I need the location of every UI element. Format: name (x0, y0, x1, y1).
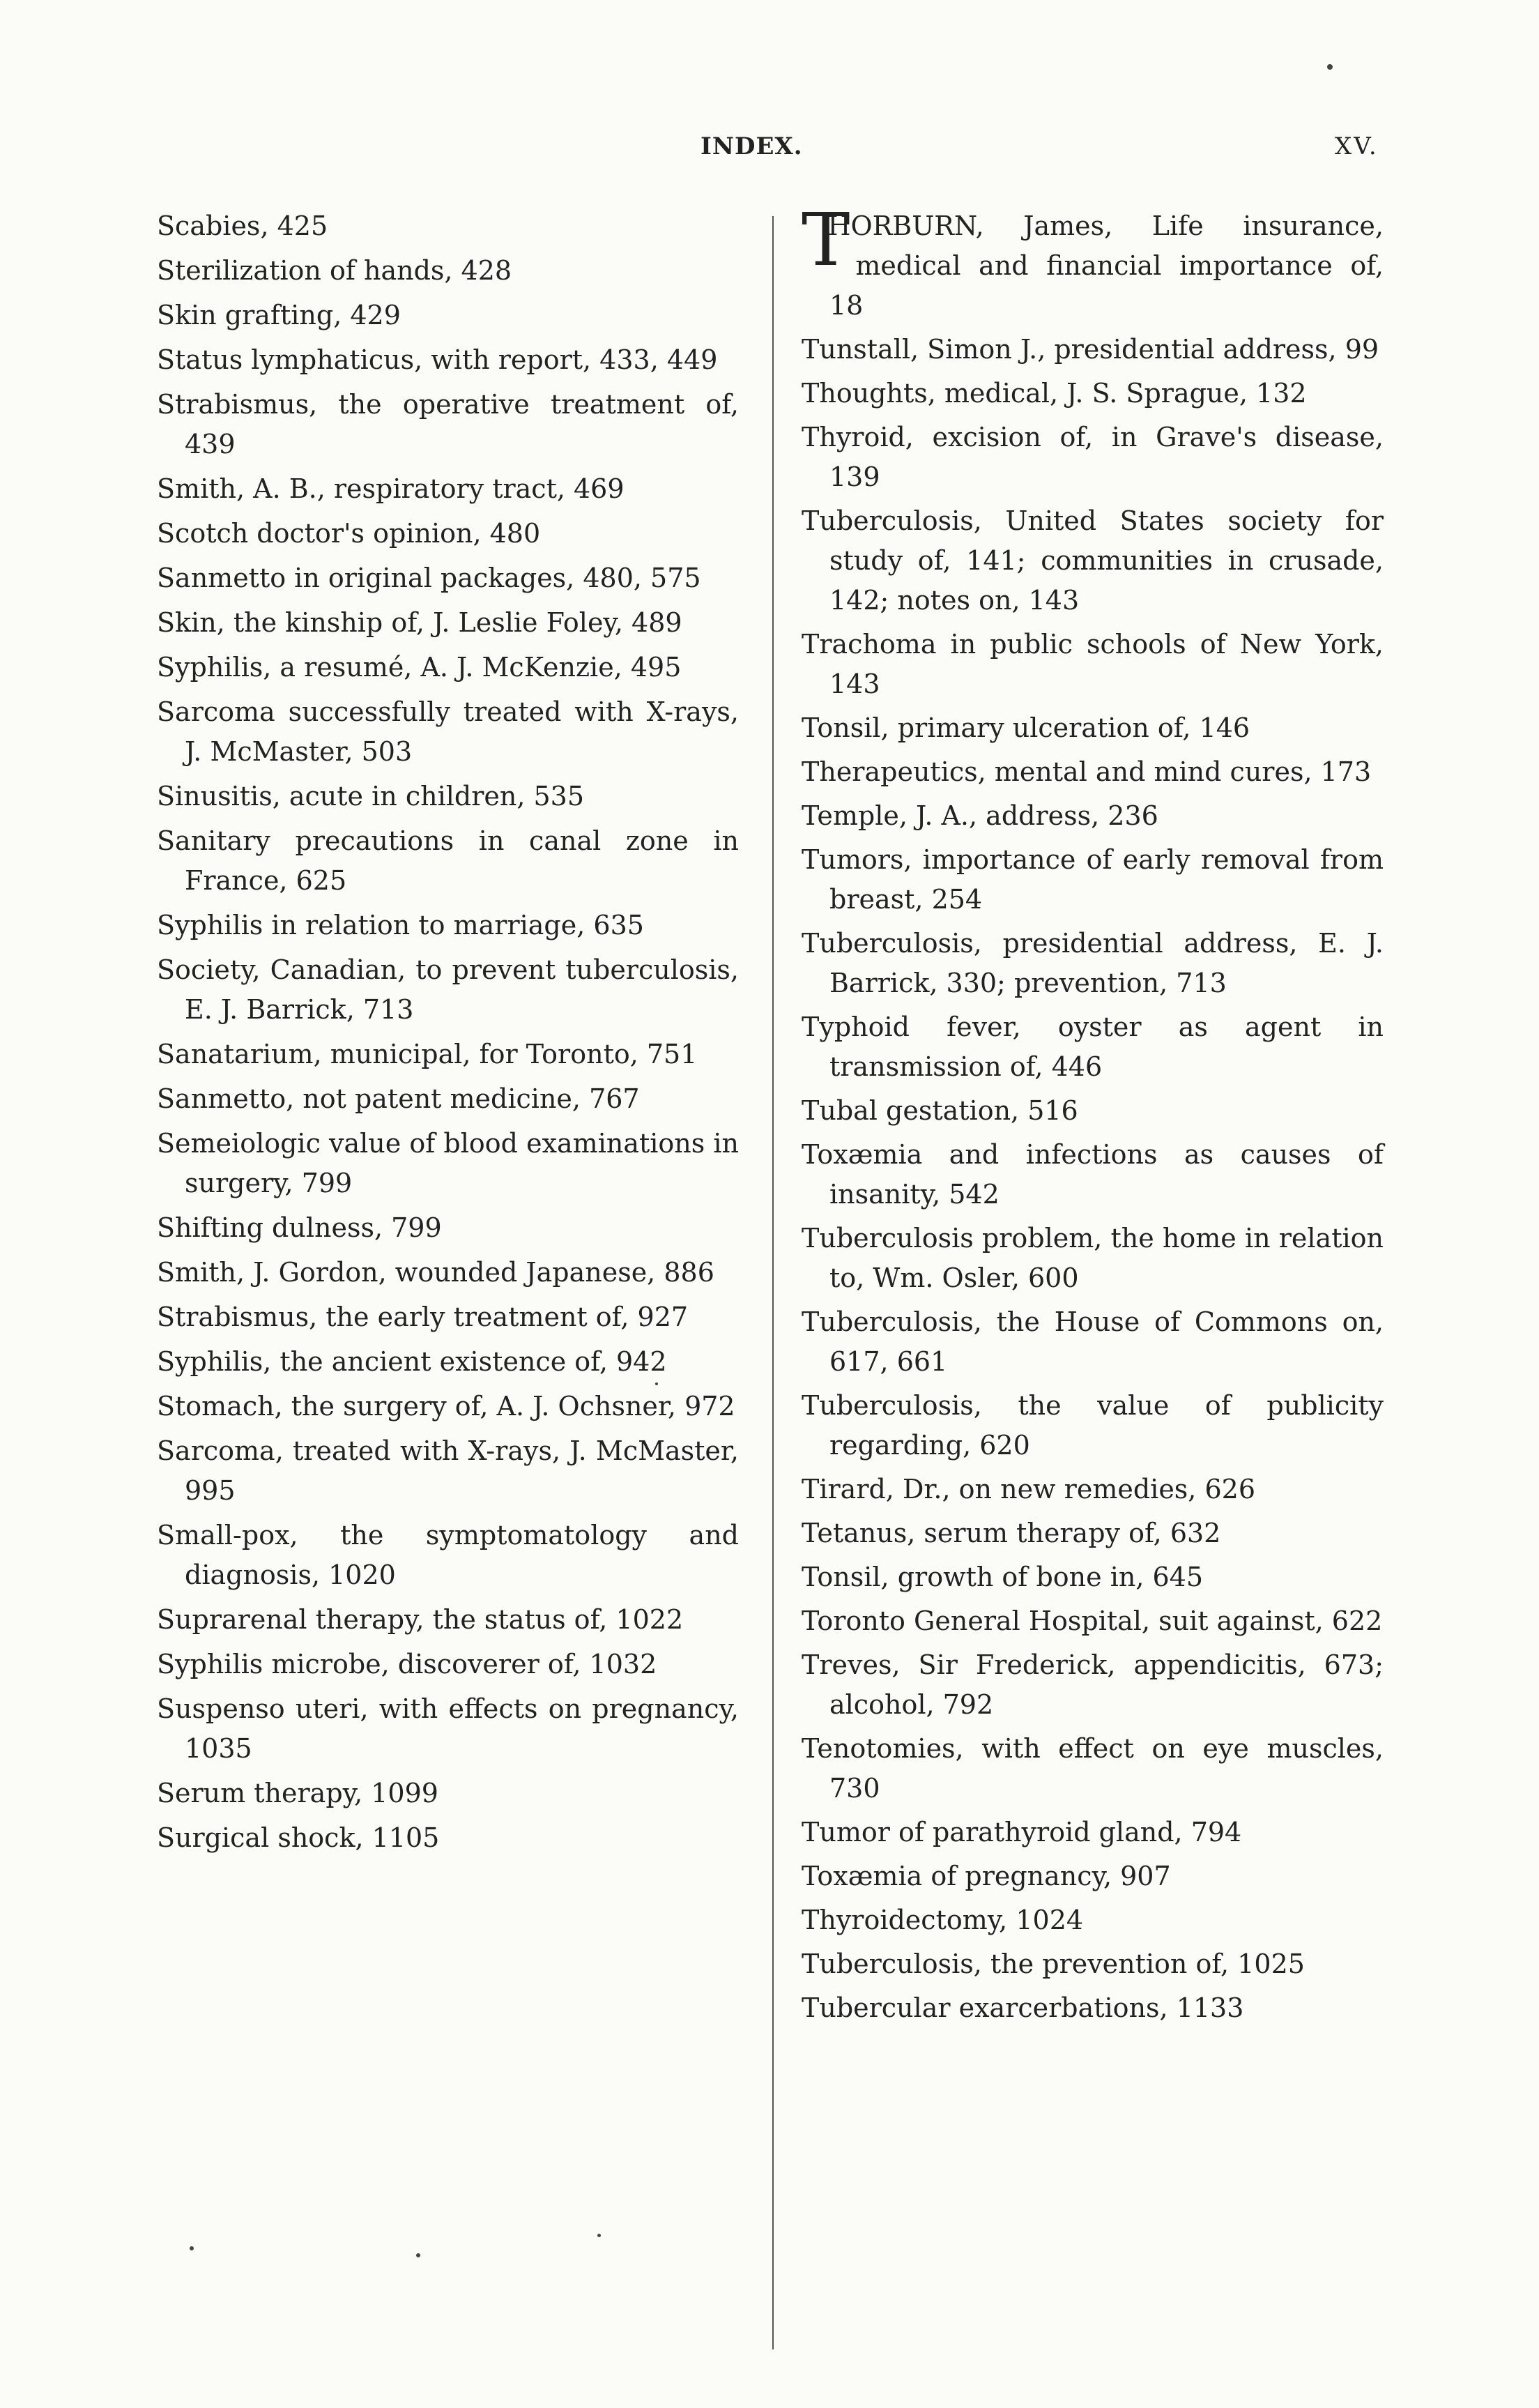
page-title: INDEX. (700, 132, 803, 160)
index-entry: Suprarenal therapy, the status of, 1022 (157, 1604, 684, 1635)
index-entry: Tirard, Dr., on new remedies, 626 (802, 1474, 1255, 1504)
index-entry: Treves, Sir Frederick, appendicitis, 673; alcohol, 792 (802, 1649, 1384, 1720)
index-entry: Thyroid, excision of, in Grave's disease, 139 (802, 422, 1384, 492)
page-header (0, 132, 1539, 174)
index-entry: Tubercular exarcerbations, 1133 (802, 1992, 1244, 2023)
index-entry: Typhoid fever, oyster as agent in transmission of, 446 (802, 1012, 1384, 1082)
index-entry: Sanmetto, not patent medicine, 767 (157, 1083, 640, 1114)
index-entry: Small-pox, the symptomatology and diagnosis, 1020 (157, 1520, 739, 1590)
index-entry: Shifting dulness, 799 (157, 1212, 442, 1243)
index-entry: Tuberculosis problem, the home in relation to, Wm. Osler, 600 (802, 1223, 1384, 1293)
index-entry-text: HORBURN, James, Life insurance, medical and financial importance of, 18 (827, 211, 1384, 321)
index-entry: Stomach, the surgery of, A. J. Ochsner, 972 (157, 1391, 735, 1422)
index-entry: Smith, A. B., respiratory tract, 469 (157, 473, 625, 504)
page-number: XV. (1335, 132, 1379, 160)
index-entry: Sarcoma, treated with X-rays, J. McMaster, 995 (157, 1435, 739, 1506)
index-entry: Toronto General Hospital, suit against, 622 (802, 1606, 1383, 1636)
index-column-left (157, 206, 739, 1863)
index-entry: Sanmetto in original packages, 480, 575 (157, 563, 701, 593)
index-entry: Sterilization of hands, 428 (157, 255, 512, 286)
ink-speck (655, 1382, 658, 1385)
index-entry: Semeiologic value of blood examinations in surgery, 799 (157, 1128, 739, 1198)
column-divider (772, 216, 774, 2349)
index-entry: Thoughts, medical, J. S. Sprague, 132 (802, 378, 1307, 409)
index-entry: Temple, J. A., address, 236 (802, 800, 1158, 831)
index-entry: Tuberculosis, United States society for study of, 141; communities in crusade, 142; notes on, 143 (802, 505, 1384, 616)
index-column-right (802, 197, 1384, 2032)
index-entry: Serum therapy, 1099 (157, 1778, 438, 1808)
drop-cap: T (802, 197, 850, 282)
index-entry: Tuberculosis, the value of publicity regarding, 620 (802, 1390, 1384, 1461)
index-entry: Status lymphaticus, with report, 433, 449 (157, 344, 718, 375)
index-entry: Toxæmia and infections as causes of insanity, 542 (802, 1139, 1384, 1210)
index-entry: Sanatarium, municipal, for Toronto, 751 (157, 1039, 698, 1069)
ink-speck (1327, 64, 1333, 70)
index-entry: Tetanus, serum therapy of, 632 (802, 1518, 1221, 1548)
index-entry: Strabismus, the early treatment of, 927 (157, 1302, 689, 1332)
index-entry: Surgical shock, 1105 (157, 1822, 440, 1853)
index-entry: Tumors, importance of early removal from breast, 254 (802, 844, 1384, 915)
index-entry: Tuberculosis, presidential address, E. J. Barrick, 330; prevention, 713 (802, 928, 1384, 998)
ink-speck (416, 2253, 420, 2257)
index-entry: Sarcoma successfully treated with X-rays, J. McMaster, 503 (157, 696, 739, 767)
index-entry: Tumor of parathyroid gland, 794 (802, 1817, 1242, 1847)
index-entry: Tenotomies, with effect on eye muscles, 730 (802, 1733, 1384, 1804)
index-entry: Strabismus, the operative treatment of, 439 (157, 389, 739, 459)
ink-speck (597, 2234, 601, 2237)
index-entry: Tonsil, growth of bone in, 645 (802, 1562, 1204, 1592)
index-entry: Sanitary precautions in canal zone in France, 625 (157, 825, 739, 896)
index-entry: Sinusitis, acute in children, 535 (157, 781, 585, 811)
index-entry: Smith, J. Gordon, wounded Japanese, 886 (157, 1257, 714, 1288)
index-entry: Scotch doctor's opinion, 480 (157, 518, 541, 549)
index-entry: Trachoma in public schools of New York, 143 (802, 629, 1384, 699)
index-entry: Syphilis in relation to marriage, 635 (157, 910, 644, 940)
index-entry: Tuberculosis, the prevention of, 1025 (802, 1949, 1305, 1979)
index-entry-thorburn (802, 197, 1384, 326)
index-entry: Syphilis microbe, discoverer of, 1032 (157, 1649, 657, 1679)
index-entry: Thyroidectomy, 1024 (802, 1905, 1084, 1935)
index-entry: Scabies, 425 (157, 211, 328, 241)
index-entry: Tunstall, Simon J., presidential address, 99 (802, 334, 1379, 365)
index-entry: Syphilis, a resumé, A. J. McKenzie, 495 (157, 652, 682, 683)
index-entry: Skin, the kinship of, J. Leslie Foley, 489 (157, 607, 682, 638)
index-entry: Tubal gestation, 516 (802, 1095, 1078, 1126)
index-entry: Syphilis, the ancient existence of, 942 (157, 1346, 667, 1377)
index-entry: Tonsil, primary ulceration of, 146 (802, 713, 1250, 743)
ink-speck (190, 2246, 194, 2250)
index-entry: Tuberculosis, the House of Commons on, 617, 661 (802, 1306, 1384, 1377)
index-entry: Therapeutics, mental and mind cures, 173 (802, 756, 1372, 787)
index-entry: Toxæmia of pregnancy, 907 (802, 1861, 1171, 1891)
index-entry: Society, Canadian, to prevent tuberculosis, E. J. Barrick, 713 (157, 954, 739, 1025)
index-entry: Suspenso uteri, with effects on pregnancy, 1035 (157, 1693, 739, 1764)
index-entry: Skin grafting, 429 (157, 300, 401, 330)
